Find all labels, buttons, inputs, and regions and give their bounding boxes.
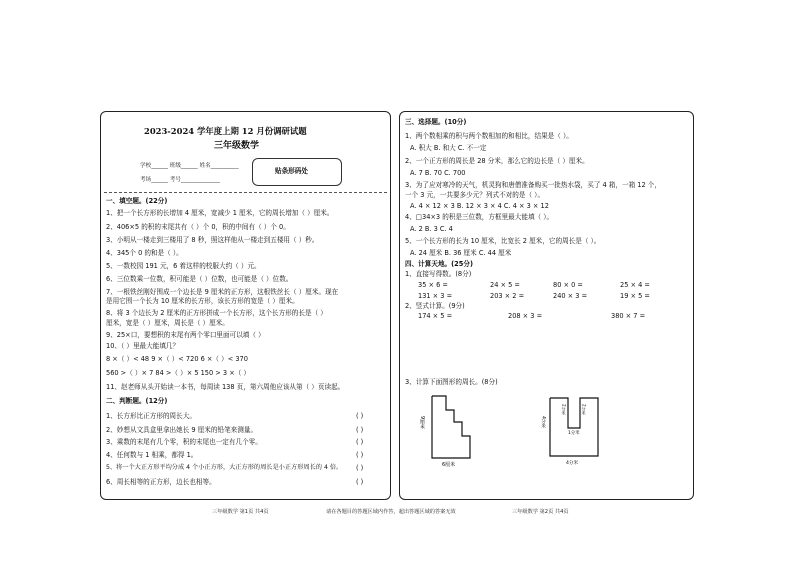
fill-blank-item: 3、小明从一楼走到三楼用了 8 秒，照这样他从一楼走到五楼用（ ）秒。 — [106, 236, 319, 244]
staircase-figure — [418, 392, 498, 474]
u-shape-left-label: 4分米 — [540, 416, 546, 429]
choice-question: 5、一个长方形的长为 10 厘米，比宽长 2 厘米，它的周长是（ ）。 — [405, 237, 601, 245]
true-false-item: 3、乘数的末尾有几个零，积的末尾也一定有几个零。 — [106, 438, 262, 446]
student-info-line1: 学校______ 班级______ 姓名__________ — [140, 163, 239, 169]
section1-heading: 一、填空题。(22分) — [106, 197, 168, 205]
vertical-calc-item: 174 × 5 = — [418, 312, 453, 320]
true-false-blank: ( ) — [356, 412, 364, 420]
u-shape-inner-label: 2分米 — [561, 404, 567, 416]
footer-left-page: 三年级数学 第1页 共4页 — [212, 509, 269, 515]
choice-question: 3、为了应对寒冷的天气，机灵狗和唐僧准备购买一批热水袋，买了 4 箱，一箱 12 个， — [405, 181, 661, 189]
fill-blank-item: 5、一数校园 191 元，6 着这样的校服大约（ ）元。 — [106, 262, 261, 270]
true-false-blank: ( ) — [356, 451, 364, 459]
oral-calc-item: 19 × 5 = — [620, 292, 650, 300]
section4-heading: 四、计算天地。(25分) — [405, 260, 473, 268]
staircase-side-label: 9厘米 — [419, 416, 425, 430]
choice-question-cont: 一个 3 元，一共要多少元？列式不对的是（ ）。 — [405, 191, 545, 199]
staircase-bottom-label: 6厘米 — [442, 462, 456, 468]
vertical-calc-heading: 2、竖式计算。(9分) — [405, 302, 465, 310]
oral-calc-heading: 1、直接写得数。(8分) — [405, 270, 472, 278]
true-false-blank: ( ) — [356, 438, 364, 446]
exam-subtitle: 三年级数学 — [214, 141, 260, 151]
true-false-item: 4、任何数与 1 相乘，都得 1。 — [106, 451, 198, 459]
fill-blank-item: 厘米，宽是（ ）厘米，周长是（ ）厘米。 — [106, 319, 229, 327]
oral-calc-item: 80 × 0 = — [553, 281, 583, 289]
fill-blank-item: 9、25×口，要想积的末尾有两个零口里面可以填（ ） — [106, 331, 265, 339]
oral-calc-item: 24 × 5 = — [490, 281, 520, 289]
student-info-line2: 考场______ 考号______________ — [140, 177, 221, 183]
fill-blank-item: 6、三位数乘一位数，积可能是（ ）位数，也可能是（ ）位数。 — [106, 275, 293, 283]
true-false-item: 6、周长相等的正方形，边长也相等。 — [106, 478, 216, 486]
exam-title: 2023-2024 学年度上期 12 月份调研试题 — [144, 126, 307, 136]
barcode-label: 贴条形码处 — [275, 167, 308, 175]
header-divider — [104, 192, 387, 193]
choice-options: A. 积大 B. 和大 C. 不一定 — [410, 144, 487, 152]
choice-options: A. 4 × 12 × 3 B. 12 × 3 × 4 C. 4 × 3 × 12 — [410, 202, 549, 210]
vertical-calc-item: 380 × 7 = — [611, 312, 646, 320]
oral-calc-item: 240 × 3 = — [553, 292, 588, 300]
true-false-blank: ( ) — [356, 426, 364, 434]
choice-options: A. 2 B. 3 C. 4 — [410, 225, 453, 233]
choice-options: A. 24 厘米 B. 36 厘米 C. 44 厘米 — [410, 249, 512, 257]
u-shape-inner-label: 2分米 — [581, 404, 587, 416]
true-false-item: 2、妙想从文具盒里拿出她长 9 厘米的铅笔来测量。 — [106, 426, 258, 434]
choice-options: A. 7 B. 70 C. 700 — [410, 169, 466, 177]
true-false-blank: ( ) — [356, 478, 364, 486]
vertical-calc-item: 208 × 3 = — [508, 312, 543, 320]
true-false-item: 5、将一个大正方形平均分成 4 个小正方形，大正方形的周长是小正方形周长的 4 倍。 — [106, 464, 343, 471]
oral-calc-item: 131 × 3 = — [418, 292, 453, 300]
true-false-blank: ( ) — [356, 464, 364, 472]
fill-blank-item: 是用它围一个长为 10 厘米的长方形，该长方形的宽是（ ）厘米。 — [106, 297, 299, 305]
oral-calc-item: 25 × 4 = — [620, 281, 650, 289]
oral-calc-item: 203 × 2 = — [490, 292, 525, 300]
footer-notice: 请在各题目的答题区域内作答，超出答题区域的答案无效 — [326, 509, 456, 515]
fill-blank-item: 10、（ ）里最大能填几？ — [106, 342, 180, 350]
choice-question: 2、一个正方形的周长是 28 分米，那么它的边长是（ ）厘米。 — [405, 157, 589, 165]
fill-blank-item: 4、345个 0 的和是（ ）。 — [106, 249, 183, 257]
fill-blank-item: 11、赵老师从头开始读一本书，每周读 138 页，第六周他应该从第（ ）页读起。 — [106, 383, 345, 391]
footer-right-page: 三年级数学 第2页 共4页 — [512, 509, 569, 515]
u-shape-outline — [550, 398, 598, 456]
fill-blank-item: 8、将 3 个边长为 2 厘米的正方形拼成一个长方形，这个长方形的长是（ ） — [106, 309, 327, 317]
choice-question: 1、两个数相乘的积与两个数相加的和相比，结果是（ ）。 — [405, 132, 573, 140]
true-false-item: 1、长方形比正方形的周长大。 — [106, 412, 196, 420]
fill-blank-item: 2、406×5 的积的末尾共有（ ）个 0，积的中间有（ ）个 0。 — [106, 223, 290, 231]
u-shape-inner-bottom-label: 1分米 — [568, 431, 580, 436]
perimeter-heading: 3、计算下面图形的周长。(8分) — [405, 378, 498, 386]
fill-blank-item: 7、一根铁丝刚好围成一个边长是 9 厘米的正方形，这根铁丝长（ ）厘米。现在 — [106, 288, 339, 296]
oral-calc-item: 35 × 6 = — [418, 281, 448, 289]
section3-heading: 三、选择题。(10分) — [405, 118, 467, 126]
fill-blank-item: 560 >（ ）× 7 84 >（ ）× 5 150 > 3 ×（ ） — [106, 369, 251, 377]
fill-blank-item: 1、把一个长方形的长增加 4 厘米，宽减少 1 厘米，它的周长增加（ ）厘米。 — [106, 209, 334, 217]
fill-blank-item: 8 ×（ ）< 48 9 ×（ ）< 720 6 ×（ ）< 370 — [106, 355, 248, 363]
staircase-outline — [432, 396, 470, 458]
section2-heading: 二、判断题。(12分) — [106, 397, 168, 405]
u-shape-bottom-label: 4分米 — [566, 461, 579, 466]
u-shape-figure — [540, 392, 620, 474]
choice-question: 4、□34×3 的积是三位数，方框里最大能填（ ）。 — [405, 213, 554, 221]
